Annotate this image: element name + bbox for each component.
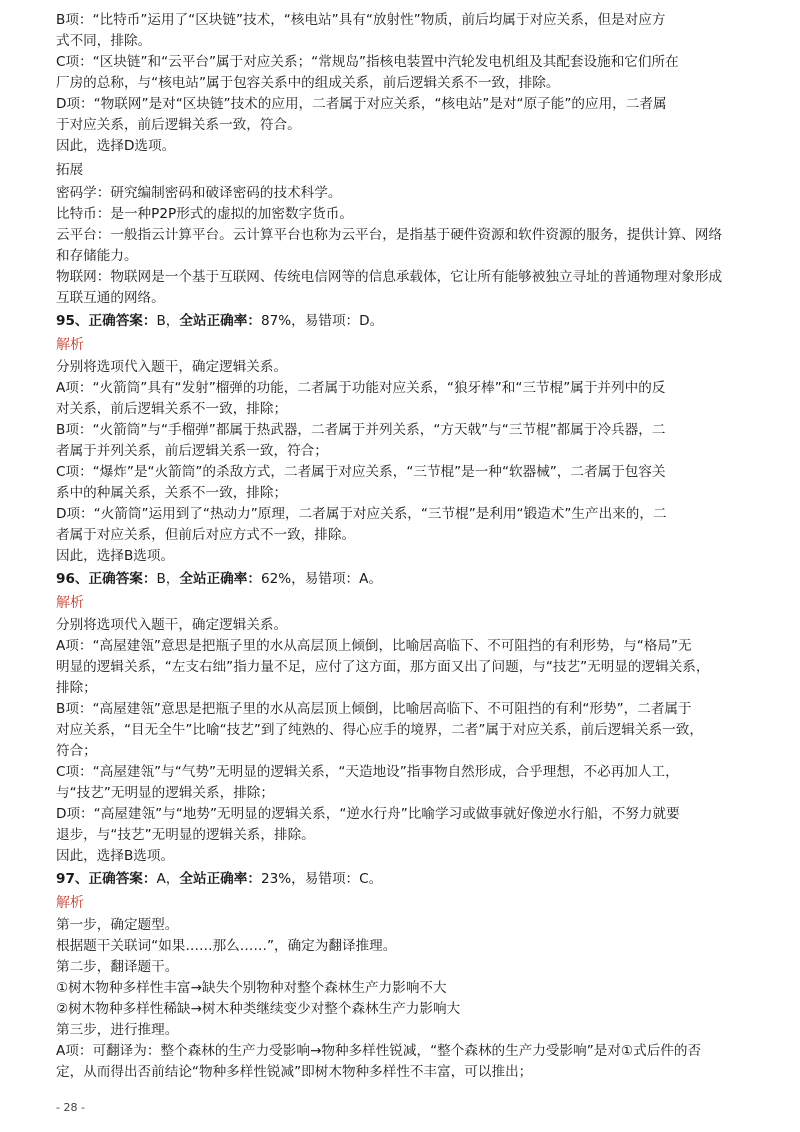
text-line: 系中的种属关系，关系不一致，排除； bbox=[56, 485, 288, 501]
text-line: B项：“火箭筒”与“手榴弹”都属于热武器，二者属于并列关系，“方天戟”与“三节棍”都属于冷兵器，二 bbox=[56, 422, 666, 438]
text-line: 退步，与“技艺”无明显的逻辑关系，排除。 bbox=[56, 827, 315, 843]
answer-value: B， bbox=[156, 571, 180, 587]
section-q94-tail bbox=[56, 10, 748, 157]
text-line: 厂房的总称，与“核电站”属于包容关系中的组成关系，前后逻辑关系不一致，排除。 bbox=[56, 75, 560, 91]
text-line: 与“技艺”无明显的逻辑关系，排除； bbox=[56, 785, 274, 801]
text-line: 第二步，翻译题干。 bbox=[56, 959, 179, 975]
analysis-heading: 解析 bbox=[56, 895, 84, 911]
section-q95 bbox=[56, 357, 748, 567]
text-line: C项：“爆炸”是“火箭筒”的杀敌方式，二者属于对应关系，“三节棍”是一种“软器械”，二者属于包容关 bbox=[56, 464, 666, 480]
text-line: A项：“高屋建瓴”意思是把瓶子里的水从高层顶上倾倒，比喻居高临下、不可阻挡的有利形势，与“格局”无 bbox=[56, 638, 692, 654]
analysis-heading: 解析 bbox=[56, 337, 84, 353]
accuracy-value: 87%，易错项：D。 bbox=[260, 313, 384, 329]
text-line: 因此，选择B选项。 bbox=[56, 848, 175, 864]
text-line: 符合； bbox=[56, 743, 97, 759]
document-page bbox=[56, 10, 748, 1083]
text-line: 因此，选择D选项。 bbox=[56, 138, 176, 154]
answer-header-96 bbox=[56, 569, 748, 590]
answer-header-97 bbox=[56, 869, 748, 890]
text-line: 因此，选择B选项。 bbox=[56, 548, 175, 564]
text-line: 根据题干关联词“如果……那么……”，确定为翻译推理。 bbox=[56, 938, 397, 954]
text-line: 比特币：是一种P2P形式的虚拟的加密数字货币。 bbox=[56, 206, 353, 222]
text-line: D项：“高屋建瓴”与“地势”无明显的逻辑关系，“逆水行舟”比喻学习或做事就好像逆水行船，不努力就要 bbox=[56, 806, 680, 822]
text-line: C项：“区块链”和“云平台”属于对应关系；“常规岛”指核电装置中汽轮发电机组及其配套设施和它们所在 bbox=[56, 54, 679, 70]
text-line: 于对应关系，前后逻辑关系一致，符合。 bbox=[56, 117, 301, 133]
page-number: - 28 - bbox=[56, 1101, 85, 1114]
text-line: 分别将选项代入题干，确定逻辑关系。 bbox=[56, 359, 288, 375]
expansion-heading: 拓展 bbox=[56, 162, 84, 178]
text-line: 式不同，排除。 bbox=[56, 33, 152, 49]
text-line: 对关系，前后逻辑关系不一致，排除； bbox=[56, 401, 288, 417]
answer-value: B， bbox=[156, 313, 180, 329]
answer-label: 正确答案： bbox=[88, 313, 157, 329]
analysis-heading: 解析 bbox=[56, 595, 84, 611]
text-line: 对应关系，“目无全牛”比喻“技艺”到了纯熟的、得心应手的境界，二者”属于对应关系，前后逻辑关系一致， bbox=[56, 722, 703, 738]
accuracy-label: 全站正确率： bbox=[179, 313, 261, 329]
section-q96 bbox=[56, 615, 748, 867]
question-number: 96、 bbox=[56, 571, 89, 587]
text-line: 明显的逻辑关系，“左支右绌”指力量不足，应付了这方面，那方面又出了问题，与“技艺”无明显的逻辑关系， bbox=[56, 659, 710, 675]
text-line: 互联互通的网络。 bbox=[56, 290, 165, 306]
text-line: D项：“物联网”是对“区块链”技术的应用，二者属于对应关系，“核电站”是对“原子能”的应用，二者属 bbox=[56, 96, 667, 112]
answer-header-95 bbox=[56, 311, 748, 332]
text-line: A项：可翻译为：整个森林的生产力受影响→物种多样性锐减，“整个森林的生产力受影响”是对①式后件的否 bbox=[56, 1043, 702, 1059]
text-line: C项：“高屋建瓴”与“气势”无明显的逻辑关系，“天造地设”指事物自然形成，合乎理想，不必再加人工， bbox=[56, 764, 679, 780]
text-line: D项：“火箭筒”运用到了“热动力”原理，二者属于对应关系，“三节棍”是利用“锻造术”生产出来的，二 bbox=[56, 506, 667, 522]
text-line: 云平台：一般指云计算平台。云计算平台也称为云平台，是指基于硬件资源和软件资源的服务，提供计算、网络 bbox=[56, 227, 723, 243]
text-line: ②树木物种多样性稀缺→树木种类继续变少对整个森林生产力影响大 bbox=[56, 1001, 461, 1017]
text-line: 物联网：物联网是一个基于互联网、传统电信网等的信息承载体，它让所有能够被独立寻址的普通物理对象形成 bbox=[56, 269, 723, 285]
accuracy-label: 全站正确率： bbox=[179, 571, 261, 587]
text-line: 第三步，进行推理。 bbox=[56, 1022, 179, 1038]
text-line: 分别将选项代入题干，确定逻辑关系。 bbox=[56, 617, 288, 633]
accuracy-value: 23%，易错项：C。 bbox=[260, 871, 383, 887]
text-line: B项：“高屋建瓴”意思是把瓶子里的水从高层顶上倾倒，比喻居高临下、不可阻挡的有利“形势”，二者属于 bbox=[56, 701, 692, 717]
text-line: A项：“火箭筒”具有“发射”榴弹的功能，二者属于功能对应关系，“狼牙棒”和“三节棍”属于并列中的反 bbox=[56, 380, 666, 396]
accuracy-value: 62%，易错项：A。 bbox=[260, 571, 383, 587]
text-line: 排除； bbox=[56, 680, 97, 696]
section-q97 bbox=[56, 915, 748, 1083]
answer-label: 正确答案： bbox=[88, 571, 157, 587]
text-line: 者属于并列关系，前后逻辑关系一致，符合； bbox=[56, 443, 328, 459]
text-line: 第一步，确定题型。 bbox=[56, 917, 179, 933]
question-number: 97、 bbox=[56, 871, 89, 887]
text-line: 密码学：研究编制密码和破译密码的技术科学。 bbox=[56, 185, 342, 201]
answer-label: 正确答案： bbox=[88, 871, 157, 887]
text-line: 和存储能力。 bbox=[56, 248, 138, 264]
text-line: B项：“比特币”运用了“区块链”技术，“核电站”具有“放射性”物质，前后均属于对应关系，但是对应方 bbox=[56, 12, 666, 28]
accuracy-label: 全站正确率： bbox=[179, 871, 261, 887]
text-line: 者属于对应关系，但前后对应方式不一致，排除。 bbox=[56, 527, 356, 543]
text-line: 定，从而得出否前结论“物种多样性锐减”即树木物种多样性不丰富，可以推出； bbox=[56, 1064, 533, 1080]
text-line: ①树木物种多样性丰富→缺失个别物种对整个森林生产力影响不大 bbox=[56, 980, 447, 996]
question-number: 95、 bbox=[56, 313, 89, 329]
answer-value: A， bbox=[156, 871, 180, 887]
section-expansion bbox=[56, 183, 748, 309]
